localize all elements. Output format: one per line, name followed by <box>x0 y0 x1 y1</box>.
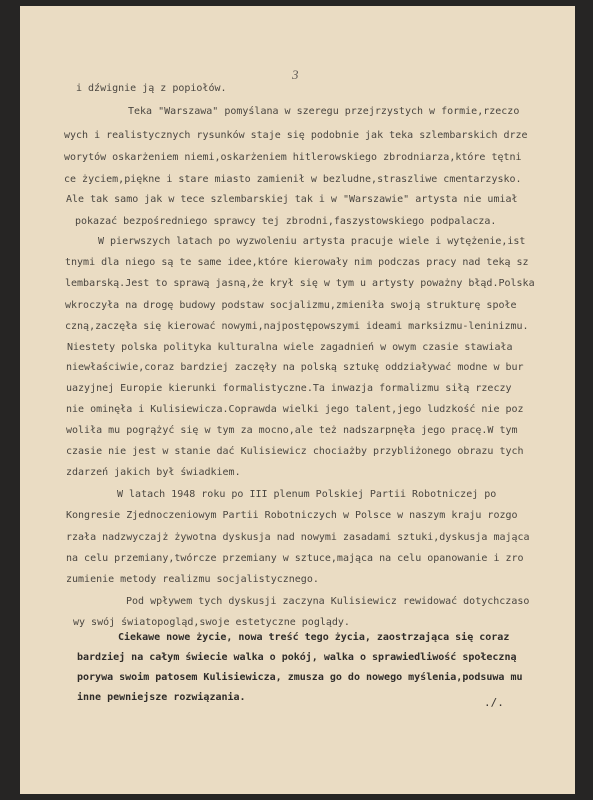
text-line: pokazać bezpośredniego sprawcy tej zbrodni,faszystowskiego podpalacza. <box>75 216 497 227</box>
text-line: rzała nadzwyczajż żywotna dyskusja nad nowymi zasadami sztuki,dyskusja mająca <box>66 532 530 543</box>
text-line: W pierwszych latach po wyzwoleniu artysta pracuje wiele i wytężenie,ist <box>98 236 526 247</box>
text-line: czasie nie jest w stanie dać Kulisiewicz chociażby przybliżonego obrazu tych <box>66 446 524 457</box>
page-number: 3 <box>292 67 299 82</box>
text-line: tnymi dla niego są te same idee,które kierowały nim podczas pracy nad teką sz <box>65 257 529 268</box>
text-line: Niestety polska polityka kulturalna wiele zagadnień w owym czasie stawiała <box>67 342 513 353</box>
text-line: wy swój światopogląd,swoje estetyczne poglądy. <box>73 617 350 628</box>
text-line: zumienie metody realizmu socjalistycznego. <box>66 574 319 585</box>
text-line: i dźwignie ją z popiołów. <box>76 83 227 94</box>
text-line: porywa swoim patosem Kulisiewicza, zmusza go do nowego myślenia,podsuwa mu <box>77 672 523 683</box>
text-line: wkroczyła na drogę budowy podstaw socjalizmu,zmieniła swoją strukturę społe <box>65 300 517 311</box>
text-line: woliła mu pogrążyć się w tym za mocno,ale też nadszarpnęła jego pracę.W tym <box>66 425 518 436</box>
text-line: inne pewniejsze rozwiązania. <box>77 692 246 703</box>
text-line: na celu przemiany,twórcze przemiany w sztuce,mająca na celu opanowanie i zro <box>66 553 524 564</box>
text-line: Ciekawe nowe życie, nowa treść tego życia, zaostrzająca się coraz <box>118 632 510 643</box>
text-line: zdarzeń jakich był świadkiem. <box>66 467 241 478</box>
typewritten-page <box>20 6 575 794</box>
text-body <box>20 6 575 794</box>
text-line: Kongresie Zjednoczeniowym Partii Robotniczych w Polsce w naszym kraju rozgo <box>66 510 518 521</box>
text-line: bardziej na całym świecie walka o pokój, walka o sprawiedliwość społeczną <box>77 652 517 663</box>
text-line: wych i realistycznych rysunków staje się podobnie jak teka szlembarskich drze <box>64 130 528 141</box>
text-line: nie ominęła i Kulisiewicza.Coprawda wielki jego talent,jego ludzkość nie poz <box>66 404 524 415</box>
text-line: niewłaściwie,coraz bardziej zaczęły na polską sztukę oddziaływać modne w bur <box>66 362 524 373</box>
text-line: czną,zaczęła się kierować nowymi,najpostępowszymi ideami marksizmu-leninizmu. <box>65 321 529 332</box>
text-line: worytów oskarżeniem niemi,oskarżeniem hitlerowskiego zbrodniarza,które tętni <box>64 152 522 163</box>
text-line: lembarską.Jest to sprawą jasną,że krył się w tym u artysty poważny błąd.Polska <box>65 278 535 289</box>
text-line: uazyjnej Europie kierunki formalistyczne.Ta inwazja formalizmu siłą rzeczy <box>66 383 512 394</box>
text-line: Pod wpływem tych dyskusji zaczyna Kulisiewicz rewidować dotychczaso <box>126 596 530 607</box>
text-line: ce życiem,piękne i stare miasto zamienił w bezludne,straszliwe cmentarzysko. <box>64 174 522 185</box>
text-line: Teka "Warszawa" pomyślana w szeregu przejrzystych w formie,rzeczo <box>128 106 520 117</box>
text-line: W latach 1948 roku po III plenum Polskiej Partii Robotniczej po <box>117 489 497 500</box>
end-mark: ./. <box>484 696 504 709</box>
text-line: Ale tak samo jak w tece szlembarskiej tak i w "Warszawie" artysta nie umiał <box>66 194 518 205</box>
